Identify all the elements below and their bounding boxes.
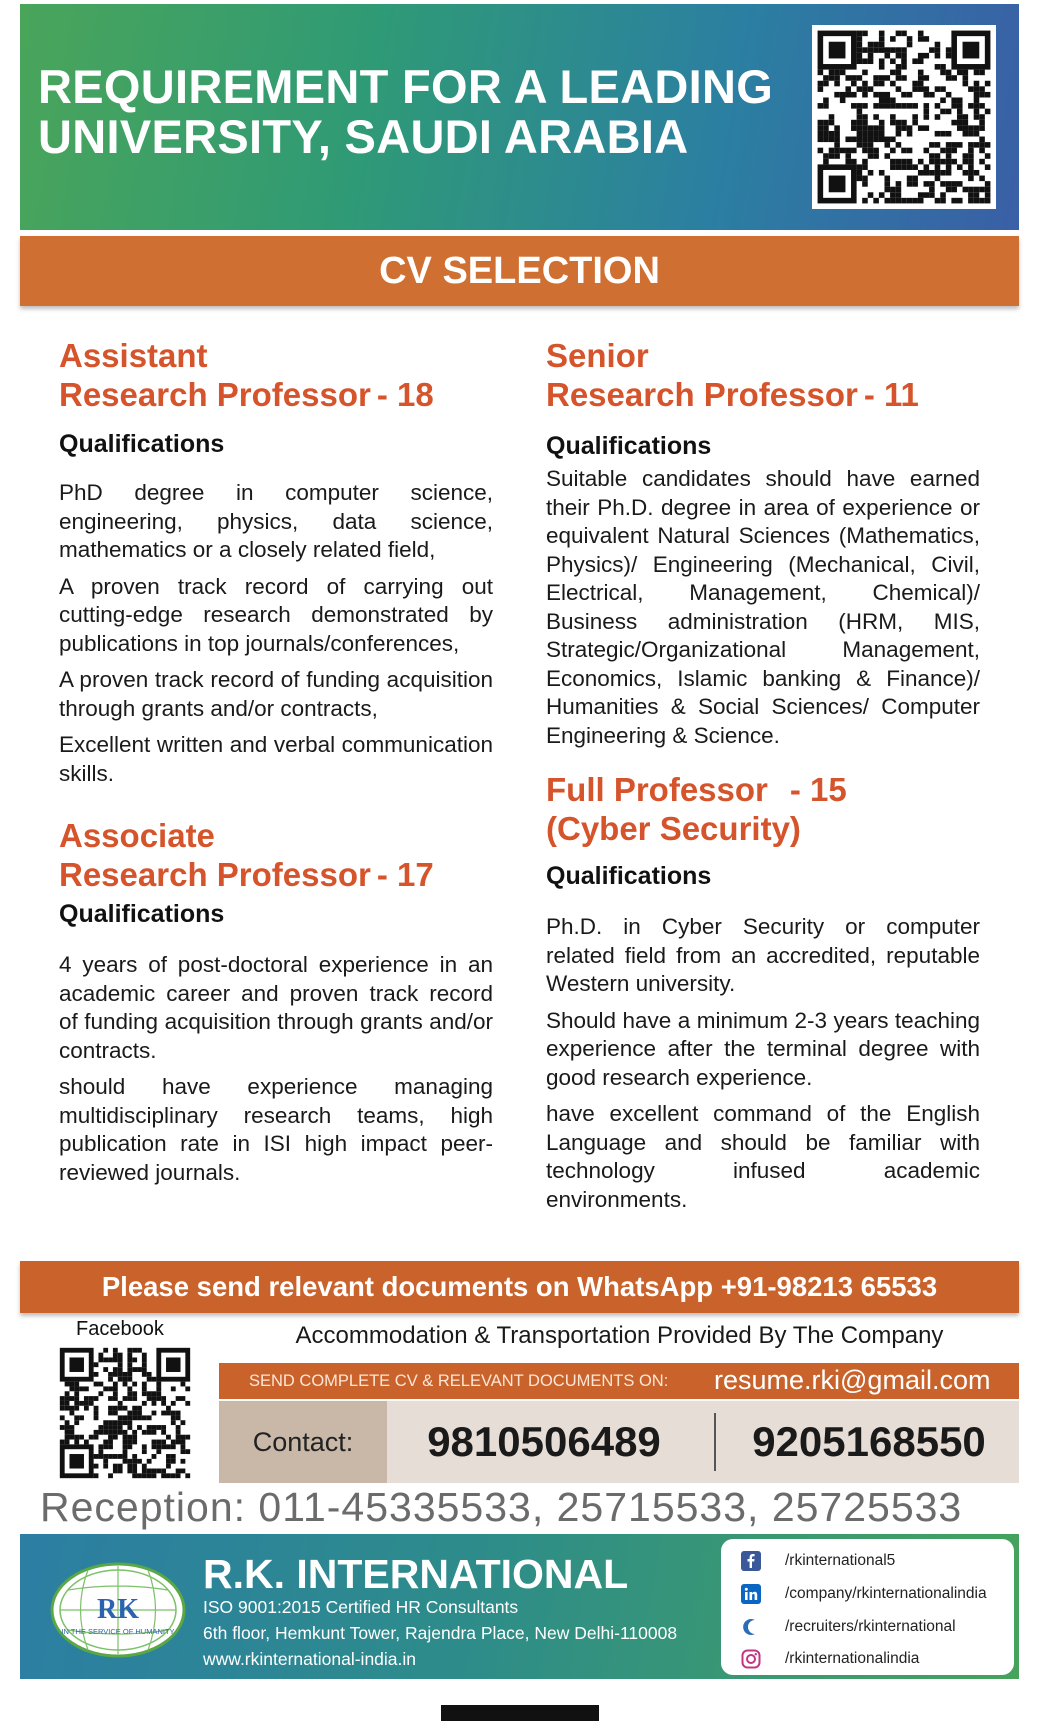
company-logo xyxy=(48,1560,188,1660)
logo-text: RK xyxy=(97,1594,139,1625)
send-cv-label: SEND COMPLETE CV & RELEVANT DOCUMENTS ON: xyxy=(249,1372,669,1390)
qr-pattern xyxy=(55,1343,195,1483)
facebook-icon xyxy=(741,1551,761,1571)
website-link[interactable]: www.rkinternational-india.in xyxy=(203,1649,417,1669)
cv-selection-bar xyxy=(20,236,1019,306)
qr-code-facebook[interactable] xyxy=(55,1343,195,1483)
social-links-box xyxy=(721,1539,1014,1675)
job-associate xyxy=(59,816,493,1187)
title-line-1: REQUIREMENT FOR A LEADING xyxy=(38,60,774,113)
facebook-label: Facebook xyxy=(76,1318,164,1340)
title-line-2: UNIVERSITY, SAUDI ARABIA xyxy=(38,110,689,163)
qualification-text: should have experience managing multidisciplinary research teams, high publication rate in ISI high impact peer-reviewed journals. xyxy=(59,1074,493,1185)
job-senior xyxy=(546,336,980,750)
qualifications-heading: Qualifications xyxy=(546,862,712,890)
job-title-senior: Senior Research Professor - 11 xyxy=(546,337,919,413)
iso-certification: ISO 9001:2015 Certified HR Consultants xyxy=(203,1597,519,1617)
email-link[interactable]: resume.rki@gmail.com xyxy=(714,1365,991,1395)
qualification-text: Ph.D. in Cyber Security or computer related field from an accredited, reputable Western university. xyxy=(546,914,980,996)
qualification-text: A proven track record of funding acquisition through grants and/or contracts, xyxy=(59,667,493,721)
whatsapp-bar xyxy=(20,1261,1019,1313)
bottom-bar xyxy=(441,1705,599,1721)
logo-tagline: IN THE SERVICE OF HUMANITY xyxy=(61,1627,175,1636)
left-column xyxy=(59,336,493,1195)
contact-box xyxy=(219,1401,1019,1483)
qualification-text: 4 years of post-doctoral experience in an academic career and proven track record of funding acquisition through grants and/or contracts. xyxy=(59,952,493,1063)
accommodation-text: Accommodation & Transportation Provided By The Company xyxy=(295,1322,944,1349)
reception-numbers: Reception: 011-45335533, 25715533, 25725533 xyxy=(40,1484,963,1530)
qualification-text: have excellent command of the English Language and should be familiar with technology infused academic environments. xyxy=(546,1101,980,1212)
qualifications-heading: Qualifications xyxy=(59,430,225,458)
qr-pattern xyxy=(812,25,996,209)
job-count: - 15 xyxy=(789,771,847,808)
qualifications-heading: Qualifications xyxy=(546,432,712,460)
phone-number-1[interactable]: 9810506489 xyxy=(427,1418,661,1465)
job-title-associate: Associate Research Professor - 17 xyxy=(59,817,434,893)
contact-label-box xyxy=(219,1401,387,1483)
qualification-text: Suitable candidates should have earned their Ph.D. degree in area of experience or equivalent Natural Sciences (Mathematics, Physics)/ Engineering (Mechanical, Civil, Electrical, Management, Chemical)/ Business administration (HRM, MIS, Strategic/Organizational Management, Economics, Islamic banking & Finance)/ Humanities & Social Sciences/ Computer Engineering & Science. xyxy=(546,466,980,748)
contact-label: Contact: xyxy=(252,1427,354,1457)
right-column xyxy=(546,336,980,1222)
social-handle: /rkinternational5 xyxy=(785,1552,896,1569)
qualifications-heading: Qualifications xyxy=(59,900,225,928)
job-title-assistant: Assistant Research Professor - 18 xyxy=(59,337,434,413)
divider xyxy=(714,1413,716,1471)
qualification-text: Should have a minimum 2-3 years teaching experience after the terminal degree with good research experience. xyxy=(546,1007,980,1090)
job-count: - 18 xyxy=(376,376,434,413)
job-count: - 17 xyxy=(376,856,434,893)
qualification-text: PhD degree in computer science, engineering, physics, data science, mathematics or a closely related field, xyxy=(59,480,493,562)
company-address: 6th floor, Hemkunt Tower, Rajendra Place, New Delhi-110008 xyxy=(203,1623,678,1643)
social-handle: /rkinternationalindia xyxy=(785,1650,920,1667)
instagram-icon xyxy=(741,1649,761,1669)
company-name: R.K. INTERNATIONAL xyxy=(203,1551,629,1597)
send-cv-bar xyxy=(219,1363,1019,1399)
job-full xyxy=(546,770,980,1214)
job-count: - 11 xyxy=(863,376,919,413)
social-handle: /recruiters/rkinternational xyxy=(785,1618,956,1635)
job-title-full: Full Professor - 15 (Cyber Security) xyxy=(546,771,847,847)
recruiters-icon xyxy=(741,1617,761,1637)
linkedin-icon xyxy=(741,1584,761,1604)
page-title xyxy=(38,62,798,162)
qualification-text: Excellent written and verbal communication skills. xyxy=(59,732,493,786)
qualification-text: A proven track record of carrying out cutting-edge research demonstrated by publications in top journals/conferences, xyxy=(59,573,493,656)
phone-number-2[interactable]: 9205168550 xyxy=(752,1418,986,1465)
job-assistant xyxy=(59,336,493,788)
whatsapp-text[interactable]: Please send relevant documents on WhatsApp +91-98213 65533 xyxy=(101,1271,938,1302)
cv-selection-title: CV SELECTION xyxy=(379,250,660,292)
social-handle: /company/rkinternationalindia xyxy=(785,1585,987,1602)
qr-code-top[interactable] xyxy=(812,25,996,209)
